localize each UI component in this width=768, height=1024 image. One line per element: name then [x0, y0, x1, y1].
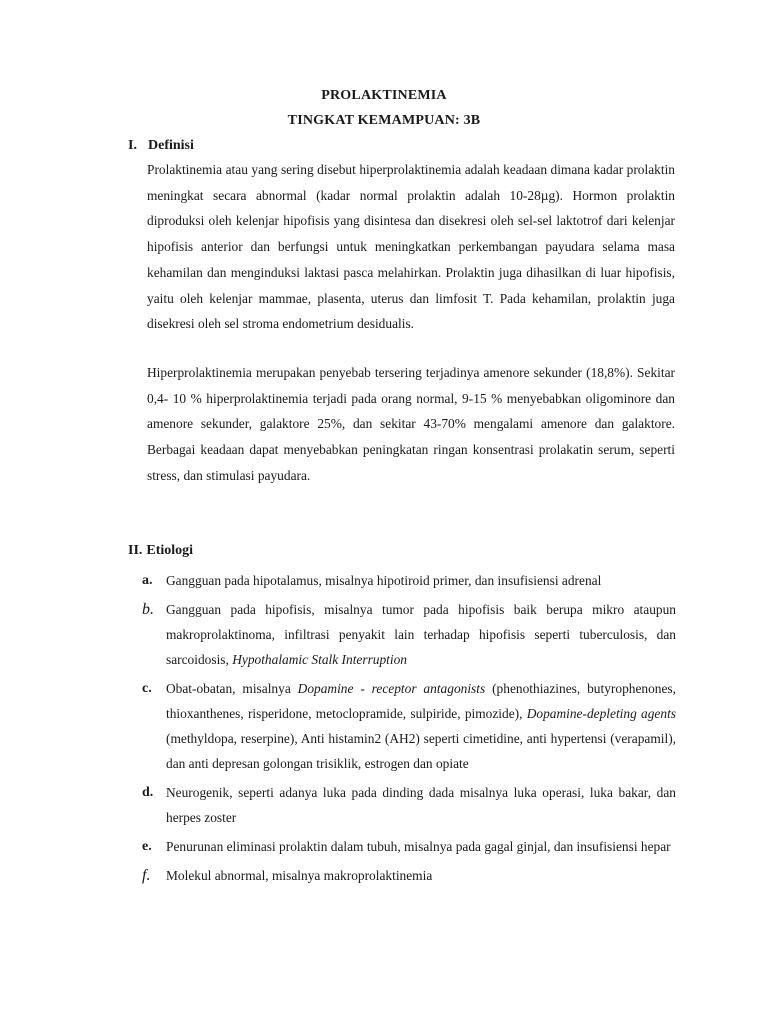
- document-subtitle: TINGKAT KEMAMPUAN: 3B: [287, 113, 481, 128]
- list-item-text: Penurunan eliminasi prolaktin dalam tubuh, misalnya pada gagal ginjal, dan insufisiensi hepar: [166, 839, 671, 854]
- list-item: [128, 834, 676, 859]
- section-number: I.: [128, 138, 137, 153]
- list-item-italic-text: Dopamine - receptor antagonists: [297, 681, 486, 696]
- list-marker: c.: [142, 681, 152, 696]
- list-marker: f.: [142, 867, 151, 884]
- definisi-paragraph-2: Hiperprolaktinemia merupakan penyebab tersering terjadinya amenore sekunder (18,8%). Sekitar 0,4- 10 % hiperprolaktinemia terjadi pada orang normal, 9-15 % menyebabkan oligominore dan amenore sekunder, galaktore 25%, dan sekitar 43-70% mengalami amenore dan galaktore. Berbagai keadaan dapat menyebabkan peningkatan ringan konsentrasi prolakatin serum, seperti stress, dan stimulasi payudara.: [147, 365, 675, 483]
- list-item-italic-text: Hypothalamic Stalk Interruption: [232, 652, 408, 667]
- document-title: PROLAKTINEMIA: [321, 88, 447, 103]
- section-heading-definisi: [128, 138, 194, 154]
- list-item-text-part: (methyldopa, reserpine), Anti histamin2 (AH2) seperti cimetidine, anti hypertensi (verapamil), dan anti depresan golongan trisiklik, estrogen dan opiate: [166, 731, 676, 771]
- list-item-text: Neurogenik, seperti adanya luka pada dinding dada misalnya luka operasi, luka bakar, dan herpes zoster: [166, 785, 676, 825]
- list-item-text: Molekul abnormal, misalnya makroprolaktinemia: [166, 868, 433, 883]
- list-item-text: Gangguan pada hipotalamus, misalnya hipotiroid primer, dan insufisiensi adrenal: [166, 573, 602, 588]
- list-item: [128, 780, 676, 830]
- definisi-paragraph-1: Prolaktinemia atau yang sering disebut hiperprolaktinemia adalah keadaan dimana kadar prolaktin meningkat secara abnormal (kadar normal prolaktin adalah 10-28µg). Hormon prolaktin diproduksi oleh kelenjar hipofisis yang disintesa dan disekresi oleh sel-sel laktotrof dari kelenjar hipofisis anterior dan berfungsi untuk meningkatkan perkembangan payudara selama masa kehamilan dan menginduksi laktasi pasca melahirkan. Prolaktin juga dihasilkan di luar hipofisis, yaitu oleh kelenjar mammae, plasenta, uterus dan limfosit T. Pada kehamilan, prolaktin juga disekresi oleh sel stroma endometrium desidualis.: [147, 162, 675, 332]
- list-item: [128, 597, 676, 672]
- list-item: [128, 568, 676, 593]
- section-number: II.: [128, 543, 143, 558]
- list-item-text-part: (phenothiazines, butyrophenones, thioxanthenes, risperidone, metoclopramide, sulpiride, pimozide),: [166, 681, 676, 721]
- list-item-text-part: Obat-obatan, misalnya: [166, 681, 298, 696]
- list-item-text-part: Gangguan pada hipofisis, misalnya tumor pada hipofisis baik berupa mikro ataupun makroprolaktinoma, infiltrasi penyakit lain terhadap hipofisis seperti tuberculosis, dan sarcoidosis,: [166, 602, 676, 667]
- etiologi-list: [128, 568, 676, 892]
- list-marker: e.: [142, 839, 152, 854]
- list-marker: a.: [142, 573, 153, 588]
- list-item: [128, 676, 676, 776]
- section-title: Definisi: [148, 138, 194, 153]
- section-title: Etiologi: [146, 543, 194, 558]
- list-item-italic-text: Dopamine-depleting agents: [526, 706, 676, 721]
- list-marker: d.: [142, 785, 154, 800]
- section-heading-etiologi: [128, 543, 193, 559]
- list-marker: b.: [142, 601, 154, 618]
- list-item-text: [166, 676, 676, 776]
- list-item-text: [166, 597, 676, 672]
- list-item: [128, 863, 676, 888]
